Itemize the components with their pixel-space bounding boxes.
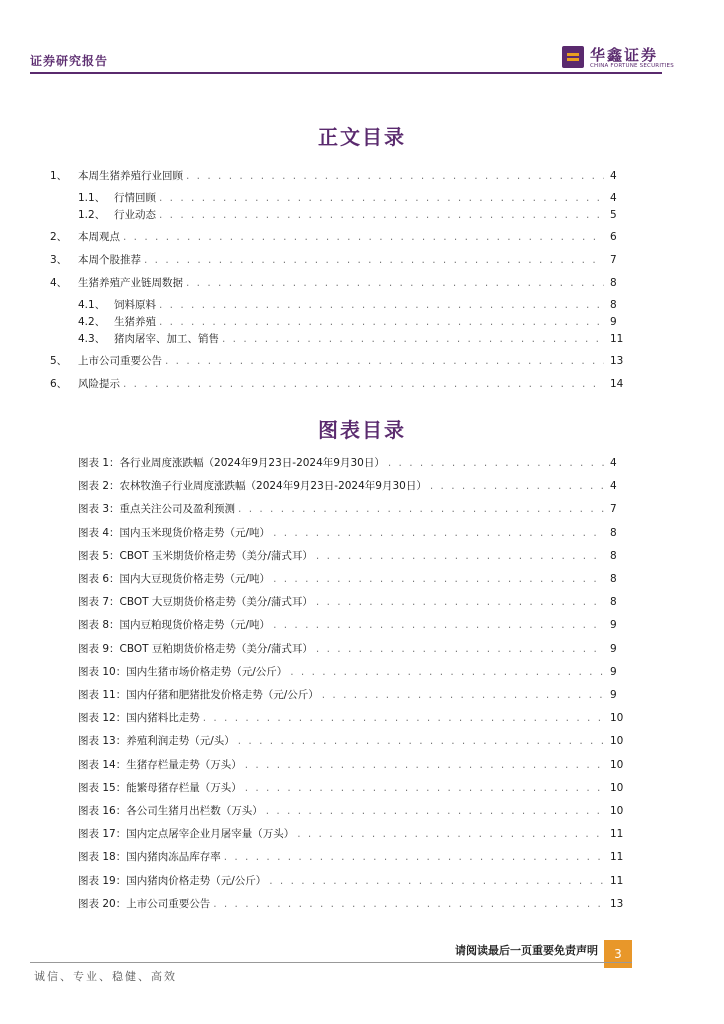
page-number: 8 bbox=[610, 277, 617, 289]
figure-item-label: 图表 8：国内豆粕现货价格走势（元/吨） bbox=[78, 619, 271, 632]
page-number: 9 bbox=[610, 689, 617, 701]
figure-item-label: 图表 4：国内玉米现货价格走势（元/吨） bbox=[78, 526, 271, 539]
brand-subtitle: CHINA FORTUNE SECURITIES bbox=[590, 63, 674, 69]
figure-list-item[interactable] bbox=[0, 594, 724, 610]
figure-list-item[interactable] bbox=[0, 664, 724, 680]
figure-item-label: 图表 10：国内生猪市场价格走势（元/公斤） bbox=[78, 665, 288, 678]
figure-item-label: 图表 17：国内定点屠宰企业月屠宰量（万头） bbox=[78, 828, 295, 841]
figure-item-label: 图表 20：上市公司重要公告 bbox=[78, 897, 211, 910]
page-number: 7 bbox=[610, 254, 617, 266]
dot-leader bbox=[316, 641, 604, 657]
page-number: 11 bbox=[610, 333, 624, 345]
dot-leader bbox=[159, 314, 604, 330]
dot-leader bbox=[224, 849, 604, 865]
toc-item[interactable] bbox=[0, 229, 724, 245]
figure-list-item[interactable] bbox=[0, 455, 724, 471]
disclaimer-notice: 请阅读最后一页重要免责声明 bbox=[455, 944, 598, 957]
page-number: 13 bbox=[610, 897, 624, 910]
page-number: 10 bbox=[610, 805, 624, 817]
dot-leader bbox=[123, 376, 604, 392]
page-number: 13 bbox=[610, 355, 624, 367]
dot-leader bbox=[144, 252, 604, 268]
dot-leader bbox=[203, 710, 604, 726]
dot-leader bbox=[388, 455, 604, 471]
dot-leader bbox=[186, 168, 604, 184]
dot-leader bbox=[213, 896, 604, 912]
toc-item[interactable] bbox=[0, 297, 724, 313]
toc-item[interactable] bbox=[0, 190, 724, 206]
toc-item-number: 4.2、 bbox=[78, 316, 106, 328]
figure-list-item[interactable] bbox=[0, 757, 724, 773]
figure-item-label: 图表 6：国内大豆现货价格走势（元/吨） bbox=[78, 573, 271, 585]
toc-item-label: 本周观点 bbox=[78, 231, 120, 243]
figure-item-label: 图表 16：各公司生猪月出栏数（万头） bbox=[78, 805, 263, 817]
toc-item-number: 6、 bbox=[50, 378, 68, 390]
header-divider bbox=[30, 72, 662, 74]
footer-motto: 诚信、专业、稳健、高效 bbox=[34, 970, 177, 983]
page-number: 4 bbox=[610, 480, 617, 493]
figure-item-label: 图表 7：CBOT 大豆期货价格走势（美分/蒲式耳） bbox=[78, 596, 313, 609]
page-number: 4 bbox=[610, 192, 617, 204]
dot-leader bbox=[316, 548, 604, 564]
figure-item-label: 图表 13：养殖利润走势（元/头） bbox=[78, 735, 235, 748]
page-number: 8 bbox=[610, 549, 617, 562]
page-number: 5 bbox=[610, 209, 617, 221]
toc-item-label: 本周个股推荐 bbox=[78, 254, 141, 266]
toc-item-number: 4.3、 bbox=[78, 333, 106, 345]
brand-mark-icon bbox=[562, 46, 584, 68]
figure-item-label: 图表 19：国内猪肉价格走势（元/公斤） bbox=[78, 874, 267, 887]
page-number: 7 bbox=[610, 503, 617, 516]
footer-divider bbox=[30, 962, 632, 963]
dot-leader bbox=[273, 571, 604, 587]
toc-item-number: 1.2、 bbox=[78, 209, 106, 221]
toc-item-number: 3、 bbox=[50, 254, 68, 266]
figure-item-label: 图表 9：CBOT 豆粕期货价格走势（美分/蒲式耳） bbox=[78, 642, 313, 655]
page-number: 9 bbox=[610, 665, 617, 678]
toc-item[interactable] bbox=[0, 331, 724, 347]
page-number: 9 bbox=[610, 642, 617, 655]
dot-leader bbox=[245, 780, 604, 796]
page-number: 4 bbox=[610, 457, 617, 469]
figure-list-item[interactable] bbox=[0, 571, 724, 587]
dot-leader bbox=[159, 207, 604, 223]
toc-item[interactable] bbox=[0, 252, 724, 268]
dot-leader bbox=[159, 190, 604, 206]
page-number: 4 bbox=[610, 170, 617, 182]
toc-item-label: 生猪养殖产业链周数据 bbox=[78, 277, 183, 289]
figure-list-item[interactable] bbox=[0, 548, 724, 564]
page-number: 10 bbox=[610, 781, 624, 794]
page-number: 8 bbox=[610, 596, 617, 609]
dot-leader bbox=[290, 664, 604, 680]
toc-item-number: 1.1、 bbox=[78, 192, 106, 204]
figure-item-label: 图表 3：重点关注公司及盈利预测 bbox=[78, 503, 236, 516]
dot-leader bbox=[159, 297, 604, 313]
toc-item-number: 4.1、 bbox=[78, 299, 106, 311]
page-number: 10 bbox=[610, 712, 624, 725]
toc-item-label: 猪肉屠宰、加工、销售 bbox=[114, 333, 219, 345]
toc-item-number: 1、 bbox=[50, 170, 68, 182]
dot-leader bbox=[430, 478, 604, 494]
figure-list-item[interactable] bbox=[0, 478, 724, 494]
figure-list-item[interactable] bbox=[0, 501, 724, 517]
page-number: 9 bbox=[610, 619, 617, 632]
figure-list-item[interactable] bbox=[0, 849, 724, 865]
figure-list-title: 图表目录 bbox=[318, 418, 406, 442]
figure-list-item[interactable] bbox=[0, 687, 724, 703]
page-number: 10 bbox=[610, 735, 624, 748]
toc-item-label: 生猪养殖 bbox=[114, 316, 156, 328]
page-number: 8 bbox=[610, 526, 617, 539]
dot-leader bbox=[322, 687, 604, 703]
figure-item-label: 图表 11：国内仔猪和肥猪批发价格走势（元/公斤） bbox=[78, 689, 319, 701]
toc-title: 正文目录 bbox=[318, 125, 406, 149]
figure-item-label: 图表 15：能繁母猪存栏量（万头） bbox=[78, 781, 242, 794]
toc-item-label: 本周生猪养殖行业回顾 bbox=[78, 170, 183, 182]
dot-leader bbox=[273, 617, 604, 633]
toc-item-number: 5、 bbox=[50, 355, 68, 367]
figure-item-label: 图表 18：国内猪肉冻品库存率 bbox=[78, 851, 221, 864]
toc-item-label: 行情回顾 bbox=[114, 192, 156, 204]
dot-leader bbox=[316, 594, 604, 610]
figure-list-item[interactable] bbox=[0, 873, 724, 889]
brand-logo bbox=[562, 44, 674, 72]
figure-list-item[interactable] bbox=[0, 780, 724, 796]
toc-item-number: 4、 bbox=[50, 277, 68, 289]
figure-item-label: 图表 14：生猪存栏量走势（万头） bbox=[78, 758, 242, 771]
dot-leader bbox=[238, 733, 604, 749]
toc-item[interactable] bbox=[0, 353, 724, 369]
page-number: 11 bbox=[610, 828, 624, 841]
page-number: 10 bbox=[610, 758, 624, 771]
page-number: 6 bbox=[610, 231, 617, 243]
page-number-badge: 3 bbox=[604, 940, 632, 968]
figure-list-item[interactable] bbox=[0, 641, 724, 657]
toc-item[interactable] bbox=[0, 376, 724, 392]
figure-item-label: 图表 1：各行业周度涨跌幅（2024年9月23日-2024年9月30日） bbox=[78, 457, 385, 469]
toc-item-number: 2、 bbox=[50, 231, 68, 243]
toc-item-label: 上市公司重要公告 bbox=[78, 355, 162, 367]
toc-item-label: 行业动态 bbox=[114, 209, 156, 221]
figure-item-label: 图表 2：农林牧渔子行业周度涨跌幅（2024年9月23日-2024年9月30日） bbox=[78, 480, 427, 493]
toc-item-label: 饲料原料 bbox=[114, 299, 156, 311]
figure-item-label: 图表 12：国内猪料比走势 bbox=[78, 712, 200, 725]
report-label: 证券研究报告 bbox=[30, 54, 109, 68]
dot-leader bbox=[186, 275, 604, 291]
toc-item[interactable] bbox=[0, 207, 724, 223]
dot-leader bbox=[245, 757, 604, 773]
dot-leader bbox=[238, 501, 604, 517]
page-number: 8 bbox=[610, 573, 617, 585]
dot-leader bbox=[165, 353, 604, 369]
figure-list-item[interactable] bbox=[0, 826, 724, 842]
page-number: 14 bbox=[610, 378, 624, 390]
dot-leader bbox=[222, 331, 604, 347]
dot-leader bbox=[123, 229, 604, 245]
figure-list-item[interactable] bbox=[0, 710, 724, 726]
dot-leader bbox=[269, 873, 604, 889]
figure-list-item[interactable] bbox=[0, 733, 724, 749]
page-number: 8 bbox=[610, 299, 617, 311]
dot-leader bbox=[273, 525, 604, 541]
toc-item[interactable] bbox=[0, 168, 724, 184]
figure-list-item[interactable] bbox=[0, 525, 724, 541]
figure-list-item[interactable] bbox=[0, 896, 724, 912]
dot-leader bbox=[266, 803, 604, 819]
toc-item[interactable] bbox=[0, 314, 724, 330]
toc-item[interactable] bbox=[0, 275, 724, 291]
brand-name: 华鑫证券 bbox=[590, 46, 659, 64]
figure-list-item[interactable] bbox=[0, 617, 724, 633]
page-number: 11 bbox=[610, 851, 624, 864]
figure-list-item[interactable] bbox=[0, 803, 724, 819]
dot-leader bbox=[297, 826, 604, 842]
page-number: 11 bbox=[610, 874, 624, 887]
toc-item-label: 风险提示 bbox=[78, 378, 120, 390]
figure-item-label: 图表 5：CBOT 玉米期货价格走势（美分/蒲式耳） bbox=[78, 549, 313, 562]
page-number: 9 bbox=[610, 316, 617, 328]
